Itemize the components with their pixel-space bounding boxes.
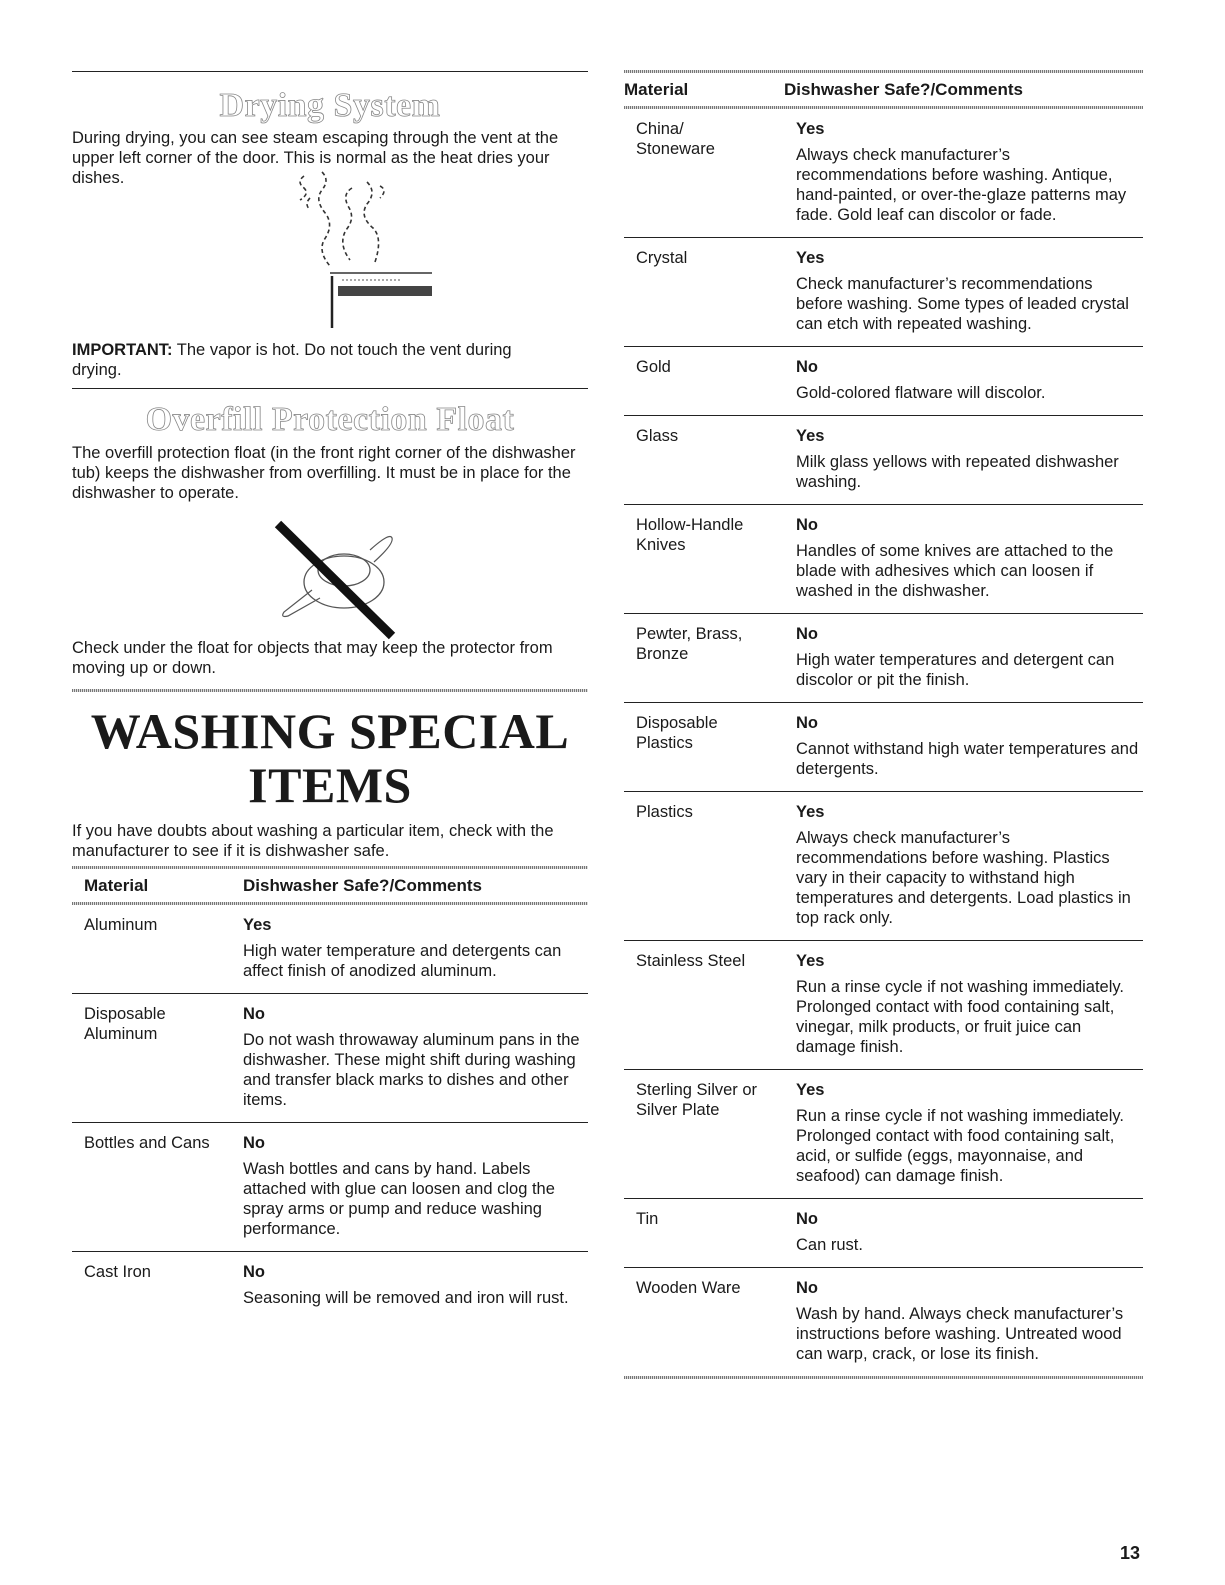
safe-comment-cell bbox=[243, 1133, 588, 1239]
comment-text: Gold-colored flatware will discolor. bbox=[796, 384, 1046, 402]
table-row bbox=[72, 1252, 588, 1320]
drying-text: During drying, you can see steam escaping through the vent at the upper left corner of the door. This is normal as the heat dries your dishes. bbox=[72, 129, 559, 187]
table-body bbox=[72, 905, 588, 1320]
comment-text: Run a rinse cycle if not washing immediately. Prolonged contact with food containing salt, vinegar, milk products, or fruit juice can damage finish. bbox=[796, 978, 1125, 1056]
table-row bbox=[624, 614, 1143, 703]
comment-text: Can rust. bbox=[796, 1236, 863, 1254]
table-row bbox=[624, 505, 1143, 614]
section-rule bbox=[72, 388, 588, 389]
overfill-float-heading: Overfill Protection Float bbox=[145, 401, 515, 438]
safe-value: No bbox=[796, 516, 818, 534]
safe-comment-cell bbox=[796, 1209, 1143, 1255]
safe-comment-cell bbox=[796, 713, 1143, 779]
safe-value: Yes bbox=[796, 427, 825, 445]
material-cell: Gold bbox=[636, 358, 671, 376]
safe-value: Yes bbox=[796, 952, 825, 970]
comment-text: Wash bottles and cans by hand. Labels attached with glue can loosen and clog the spray arms or pump and reduce washing performance. bbox=[243, 1160, 555, 1238]
table-row bbox=[624, 1199, 1143, 1268]
safe-comment-cell bbox=[796, 1080, 1143, 1186]
safe-comment-cell bbox=[796, 426, 1143, 492]
safe-value: Yes bbox=[796, 249, 825, 267]
comment-text: Handles of some knives are attached to the blade with adhesives which can loosen if washed in the dishwasher. bbox=[796, 542, 1114, 600]
comment-text: Check manufacturer’s recommendations before washing. Some types of leaded crystal can etch with repeated washing. bbox=[796, 275, 1129, 333]
table-row bbox=[624, 347, 1143, 416]
dotted-rule bbox=[624, 1376, 1143, 1379]
safe-comment-cell bbox=[796, 624, 1143, 690]
section-rule bbox=[72, 71, 588, 72]
table-row bbox=[72, 905, 588, 994]
material-cell: Disposable Plastics bbox=[636, 714, 718, 752]
safe-value: Yes bbox=[796, 1081, 825, 1099]
safe-value: No bbox=[796, 714, 818, 732]
table-header bbox=[624, 73, 1143, 106]
table-row bbox=[624, 238, 1143, 347]
comment-text: High water temperature and detergents can affect finish of anodized aluminum. bbox=[243, 942, 562, 980]
important-label: IMPORTANT: bbox=[72, 341, 173, 359]
comment-text: Seasoning will be removed and iron will rust. bbox=[243, 1289, 569, 1307]
safe-value: No bbox=[243, 1005, 265, 1023]
table-body bbox=[624, 109, 1143, 1376]
header-safe-comments: Dishwasher Safe?/Comments bbox=[784, 80, 1024, 99]
page-number: 13 bbox=[1120, 1543, 1141, 1563]
table-row bbox=[624, 1268, 1143, 1376]
steam-vent-illustration bbox=[252, 168, 432, 330]
safe-comment-cell bbox=[796, 802, 1143, 928]
comment-text: High water temperatures and detergent can discolor or pit the finish. bbox=[796, 651, 1115, 689]
important-note bbox=[72, 340, 512, 380]
header-material: Material bbox=[84, 876, 149, 895]
comment-text: Run a rinse cycle if not washing immediately. Prolonged contact with food containing salt, acid, or sulfide (eggs, mayonnaise, and seafood) can damage finish. bbox=[796, 1107, 1125, 1185]
safe-comment-cell bbox=[796, 951, 1143, 1057]
table-row bbox=[72, 1123, 588, 1252]
dotted-rule bbox=[72, 689, 588, 692]
safe-value: Yes bbox=[796, 803, 825, 821]
safe-value: No bbox=[796, 625, 818, 643]
comment-text: Always check manufacturer’s recommendations before washing. Plastics vary in their capacity to withstand high temperatures and detergents. Load plastics in top rack only. bbox=[796, 829, 1131, 927]
washing-intro: If you have doubts about washing a particular item, check with the manufacturer to see if it is dishwasher safe. bbox=[72, 822, 554, 860]
header-safe-comments: Dishwasher Safe?/Comments bbox=[243, 876, 483, 895]
header-material: Material bbox=[624, 80, 689, 99]
table-header bbox=[72, 869, 588, 902]
table-row bbox=[624, 416, 1143, 505]
safe-value: No bbox=[243, 1263, 265, 1281]
safe-comment-cell bbox=[243, 1004, 588, 1110]
table-row bbox=[72, 994, 588, 1123]
table-row bbox=[624, 792, 1143, 941]
safe-value: Yes bbox=[243, 916, 272, 934]
safe-value: No bbox=[243, 1134, 265, 1152]
check-float-text: Check under the float for objects that may keep the protector from moving up or down. bbox=[72, 639, 553, 677]
safe-comment-cell bbox=[796, 248, 1143, 334]
material-cell: Aluminum bbox=[84, 916, 158, 934]
comment-text: Always check manufacturer’s recommendations before washing. Antique, hand-painted, or over-the-glaze patterns may fade. Gold leaf can discolor or fade. bbox=[796, 146, 1127, 224]
material-cell: Hollow-Handle Knives bbox=[636, 516, 744, 554]
washing-special-items-heading bbox=[72, 704, 588, 812]
float-illustration bbox=[272, 520, 412, 640]
safe-comment-cell bbox=[796, 1278, 1143, 1364]
safe-comment-cell bbox=[243, 915, 588, 981]
heading-line-1: WASHING SPECIAL bbox=[90, 703, 570, 759]
materials-table-left bbox=[72, 866, 588, 1320]
material-cell: Sterling Silver or Silver Plate bbox=[636, 1081, 758, 1119]
heading-line-2: ITEMS bbox=[248, 757, 412, 813]
material-cell: Disposable Aluminum bbox=[84, 1005, 166, 1043]
material-cell: China/ Stoneware bbox=[636, 120, 715, 158]
materials-table-right bbox=[624, 70, 1143, 1379]
safe-value: Yes bbox=[796, 120, 825, 138]
safe-comment-cell bbox=[796, 357, 1143, 403]
material-cell: Crystal bbox=[636, 249, 688, 267]
safe-value: No bbox=[796, 1210, 818, 1228]
table-row bbox=[624, 941, 1143, 1070]
safe-comment-cell bbox=[796, 515, 1143, 601]
material-cell: Tin bbox=[636, 1210, 659, 1228]
material-cell: Plastics bbox=[636, 803, 693, 821]
overfill-text: The overfill protection float (in the front right corner of the dishwasher tub) keeps the dishwasher from overfilling. It must be in place for the dishwasher to operate. bbox=[72, 444, 576, 502]
important-text: The vapor is hot. Do not touch the vent during drying. bbox=[72, 341, 512, 379]
material-cell: Cast Iron bbox=[84, 1263, 151, 1281]
comment-text: Do not wash throwaway aluminum pans in the dishwasher. These might shift during washing and transfer black marks to dishes and other items. bbox=[243, 1031, 580, 1109]
material-cell: Wooden Ware bbox=[636, 1279, 741, 1297]
comment-text: Milk glass yellows with repeated dishwasher washing. bbox=[796, 453, 1119, 491]
safe-value: No bbox=[796, 1279, 818, 1297]
material-cell: Stainless Steel bbox=[636, 952, 746, 970]
comment-text: Wash by hand. Always check manufacturer’s instructions before washing. Untreated wood can warp, crack, or lose its finish. bbox=[796, 1305, 1124, 1363]
material-cell: Pewter, Brass, Bronze bbox=[636, 625, 743, 663]
safe-comment-cell bbox=[243, 1262, 588, 1308]
table-row bbox=[624, 703, 1143, 792]
drying-system-heading: Drying System bbox=[219, 87, 441, 124]
material-cell: Bottles and Cans bbox=[84, 1134, 210, 1152]
table-row bbox=[624, 109, 1143, 238]
safe-comment-cell bbox=[796, 119, 1143, 225]
table-row bbox=[624, 1070, 1143, 1199]
safe-value: No bbox=[796, 358, 818, 376]
material-cell: Glass bbox=[636, 427, 679, 445]
comment-text: Cannot withstand high water temperatures and detergents. bbox=[796, 740, 1139, 778]
